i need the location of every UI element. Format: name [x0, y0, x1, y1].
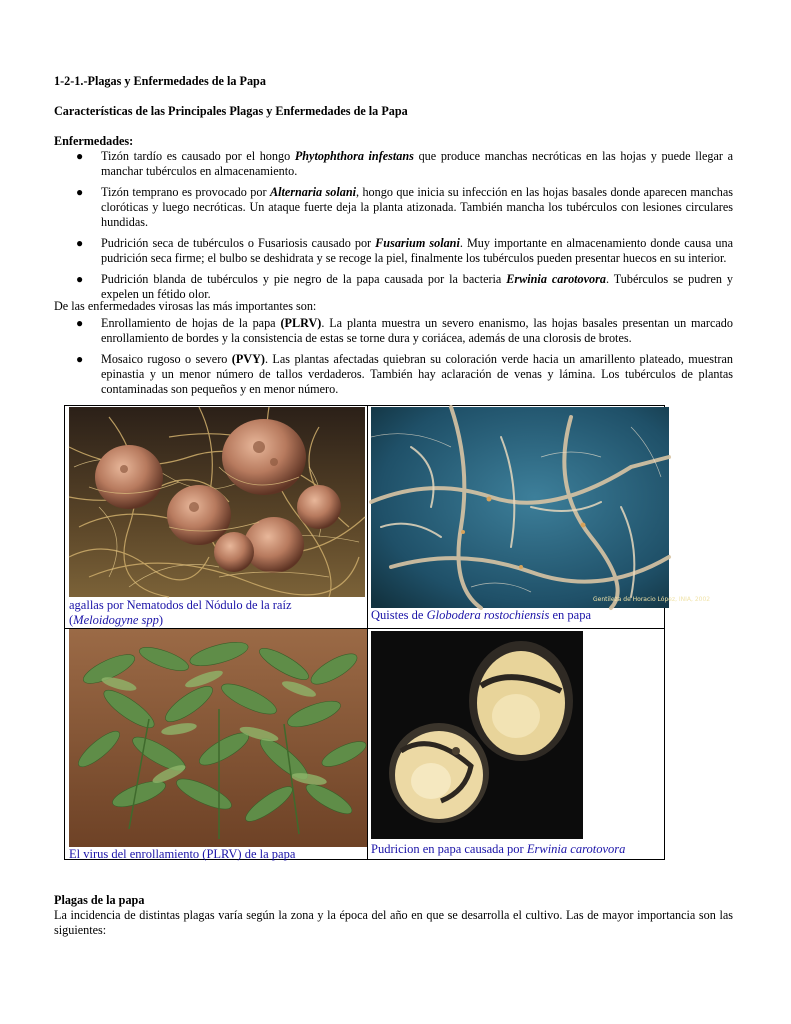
- text-run: (PVY): [231, 352, 265, 366]
- caption-nematodes: [69, 598, 359, 628]
- text-run: Tizón temprano es provocado por: [101, 185, 270, 199]
- potato-tubers-image: [69, 407, 365, 597]
- plrv-plants-photo: [69, 629, 367, 847]
- viral-intro: De las enfermedades virosas las más importantes son:: [54, 299, 317, 313]
- text-run: Meloidogyne spp: [73, 613, 159, 627]
- bullet-icon: ●: [76, 316, 84, 330]
- erwinia-rot-photo: [371, 631, 583, 839]
- text-run: Globodera rostochiensis: [426, 608, 550, 622]
- text-run: Fusarium solani: [375, 236, 460, 250]
- figure-table: [64, 405, 711, 861]
- text-run: . La planta muestra un severo enanismo, las hojas basales presentan un marcado enrollamiento de bordes y la consistencia de estas se torne dura y coriácea, además de una clorosis de brotes.: [101, 316, 733, 345]
- text-run: (PLRV): [280, 316, 322, 330]
- pests-heading: Plagas de la papa: [54, 893, 145, 907]
- text-run: Erwinia carotovora: [506, 272, 606, 286]
- text-run: Quistes de: [371, 608, 427, 622]
- list-item: [76, 236, 733, 266]
- bullet-icon: ●: [76, 149, 84, 163]
- list-item: [76, 272, 733, 302]
- text-run: que produce manchas necróticas en las hojas y puede llegar a manchar tubérculos en almacenamiento.: [101, 149, 733, 178]
- text-run: , hongo que inicia su infección en las hojas basales donde aparecen manchas cloróticas y luego necróticas. Un ataque fuerte deja la planta atizonada. También mancha los tubérculos con lesiones circulares hundidas.: [101, 185, 733, 229]
- rotten-potato-image: [371, 631, 583, 839]
- list-item: [76, 185, 733, 230]
- potato-plants-image: [69, 629, 367, 847]
- caption-globodera: [371, 608, 661, 623]
- text-run: Alternaria solani: [269, 185, 356, 199]
- text-run: Pudrición seca de tubérculos o Fusariosis causado por: [101, 236, 376, 250]
- text-run: agallas por Nematodos del Nódulo de la raíz (: [69, 598, 292, 627]
- globodera-cysts-photo: [371, 407, 711, 608]
- nematode-galls-photo: [69, 407, 365, 597]
- subtitle: Características de las Principales Plagas y Enfermedades de la Papa: [54, 104, 408, 118]
- text-run: ): [158, 613, 164, 627]
- text-run: Tizón tardío es causado por el hongo: [101, 149, 295, 163]
- diseases-heading: Enfermedades:: [54, 134, 134, 148]
- bullet-icon: ●: [76, 272, 84, 286]
- viral-list: [76, 316, 733, 403]
- text-run: . Las plantas afectadas quiebran su coloración verde hacia un amarillento plateado, muestran epinastia y un menor número de tallos verdaderos. También hay aclaración de venas y lámina. Los tubérculos de plantas contaminadas son pequeños y en menor número.: [101, 352, 733, 396]
- text-run: Mosaico rugoso o severo: [101, 352, 232, 366]
- table-divider-vertical: [367, 406, 368, 859]
- bullet-icon: ●: [76, 185, 84, 199]
- bullet-icon: ●: [76, 352, 84, 366]
- caption-plrv: [69, 847, 359, 862]
- section-title: 1-2-1.-Plagas y Enfermedades de la Papa: [54, 74, 266, 88]
- text-run: El virus del enrollamiento (PLRV) de la papa: [69, 847, 296, 861]
- caption-erwinia: [371, 842, 661, 857]
- list-item: [76, 149, 733, 179]
- list-item: [76, 316, 733, 346]
- text-run: Pudrición blanda de tubérculos y pie negro de la papa causada por la bacteria: [101, 272, 507, 286]
- text-run: . Tubérculos se pudren y expelen un fétido olor.: [101, 272, 733, 301]
- text-run: . Muy importante en almacenamiento donde causa una pudrición seca firme; el bulbo se deshidrata y se recoge la piel, finalmente los tubérculos pueden presentar huecos en su interior.: [101, 236, 733, 265]
- diseases-list: [76, 149, 733, 308]
- list-item: [76, 352, 733, 397]
- text-run: Erwinia carotovora: [526, 842, 626, 856]
- text-run: Pudricion en papa causada por: [371, 842, 527, 856]
- photo-credit: Gentileza de Horacio López, INIA, 2002: [593, 596, 711, 603]
- text-run: Phytophthora infestans: [294, 149, 414, 163]
- bullet-icon: ●: [76, 236, 84, 250]
- pests-paragraph: La incidencia de distintas plagas varía según la zona y la época del año en que se desarrolla el cultivo. Las de mayor importancia son las siguientes:: [54, 908, 733, 937]
- root-cysts-image: [371, 407, 711, 608]
- text-run: Enrollamiento de hojas de la papa: [101, 316, 281, 330]
- text-run: en papa: [549, 608, 592, 622]
